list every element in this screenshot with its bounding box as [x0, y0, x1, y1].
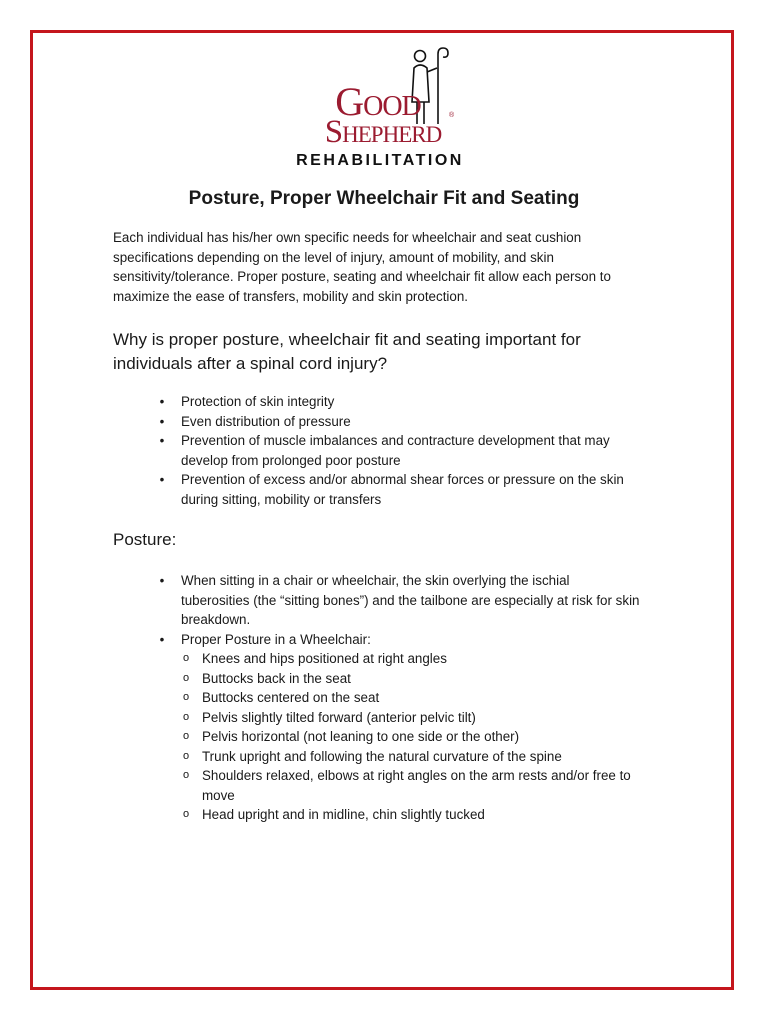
intro-line: specifications depending on the level of injury, amount of mobility, and skin — [113, 249, 554, 265]
sub-list-item — [181, 805, 640, 825]
list-item-text: Protection of skin integrity — [181, 394, 335, 409]
sub-item-text: Buttocks back in the seat — [202, 670, 351, 686]
list-item-text: Prevention of excess and/or abnormal shear forces or pressure on the skin — [181, 472, 624, 487]
bullet-icon: • — [159, 433, 165, 448]
good-shepherd-logo — [290, 42, 480, 170]
logo-word-good: Good — [335, 79, 421, 124]
posture-sub-list — [181, 649, 640, 825]
sub-item-text: move — [202, 787, 235, 803]
sub-list-item — [181, 708, 640, 728]
list-item-text: tuberosities (the “sitting bones”) and the tailbone are especially at risk for skin — [181, 592, 640, 608]
sub-list-item — [181, 688, 640, 708]
circle-bullet-icon: o — [182, 749, 190, 762]
circle-bullet-icon: o — [182, 652, 190, 664]
circle-bullet-icon: o — [182, 730, 190, 742]
registered-mark: ® — [449, 112, 455, 119]
circle-bullet-icon: o — [182, 808, 190, 820]
circle-bullet-icon: o — [182, 691, 190, 703]
list-item — [157, 630, 640, 825]
list-item — [157, 470, 624, 509]
list-item-text: Prevention of muscle imbalances and contracture development that may — [181, 433, 610, 448]
list-item — [157, 571, 640, 630]
bullet-icon: • — [159, 573, 165, 588]
circle-bullet-icon: o — [182, 671, 190, 684]
sub-item-text: Buttocks centered on the seat — [202, 690, 380, 705]
list-item-text: Even distribution of pressure — [181, 413, 351, 429]
sub-item-text: Shoulders relaxed, elbows at right angles on the arm rests and/or free to — [202, 768, 631, 783]
list-item-text: during sitting, mobility or transfers — [181, 491, 382, 507]
list-item-text: develop from prolonged poor posture — [181, 452, 401, 468]
sub-list-item — [181, 669, 640, 689]
list-item-text: When sitting in a chair or wheelchair, the skin overlying the ischial — [181, 573, 570, 588]
intro-paragraph — [113, 228, 653, 306]
page-title: Posture, Proper Wheelchair Fit and Seating — [188, 188, 580, 209]
posture-list — [157, 571, 640, 825]
sub-item-text: Pelvis slightly tilted forward (anterior pelvic tilt) — [202, 709, 476, 725]
sub-item-text: Head upright and in midline, chin slightly tucked — [202, 807, 485, 822]
question-line: individuals after a spinal cord injury? — [113, 354, 388, 373]
importance-list — [157, 392, 624, 509]
circle-bullet-icon: o — [182, 710, 190, 723]
bullet-icon: • — [159, 631, 165, 647]
section-question-heading — [113, 328, 673, 376]
intro-line: sensitivity/tolerance. Proper posture, seating and wheelchair fit allow each person to — [113, 269, 611, 284]
sub-list-item — [181, 727, 640, 747]
circle-bullet-icon: o — [182, 769, 190, 781]
sub-item-text: Trunk upright and following the natural curvature of the spine — [202, 748, 562, 764]
list-item-text: Proper Posture in a Wheelchair: — [181, 631, 371, 647]
sub-item-text: Pelvis horizontal (not leaning to one side or the other) — [202, 729, 520, 744]
page-border — [30, 30, 734, 990]
sub-list-item — [181, 747, 640, 767]
list-item — [157, 412, 624, 432]
sub-list-item — [181, 649, 640, 669]
question-line: Why is proper posture, wheelchair fit and seating important for — [113, 330, 581, 349]
sub-list-item — [181, 766, 640, 805]
bullet-icon: • — [159, 394, 165, 409]
list-item-text: breakdown. — [181, 612, 251, 627]
posture-heading: Posture: — [113, 530, 177, 549]
sub-item-text: Knees and hips positioned at right angles — [202, 651, 447, 666]
logo-word-rehabilitation: REHABILITATION — [296, 152, 464, 169]
intro-line: maximize the ease of transfers, mobility and skin protection. — [113, 288, 469, 304]
intro-line: Each individual has his/her own specific needs for wheelchair and seat cushion — [113, 230, 582, 245]
bullet-icon: • — [159, 413, 165, 429]
list-item — [157, 431, 624, 470]
logo-word-shepherd: Shepherd — [324, 114, 442, 150]
bullet-icon: • — [159, 472, 165, 487]
list-item — [157, 392, 624, 412]
